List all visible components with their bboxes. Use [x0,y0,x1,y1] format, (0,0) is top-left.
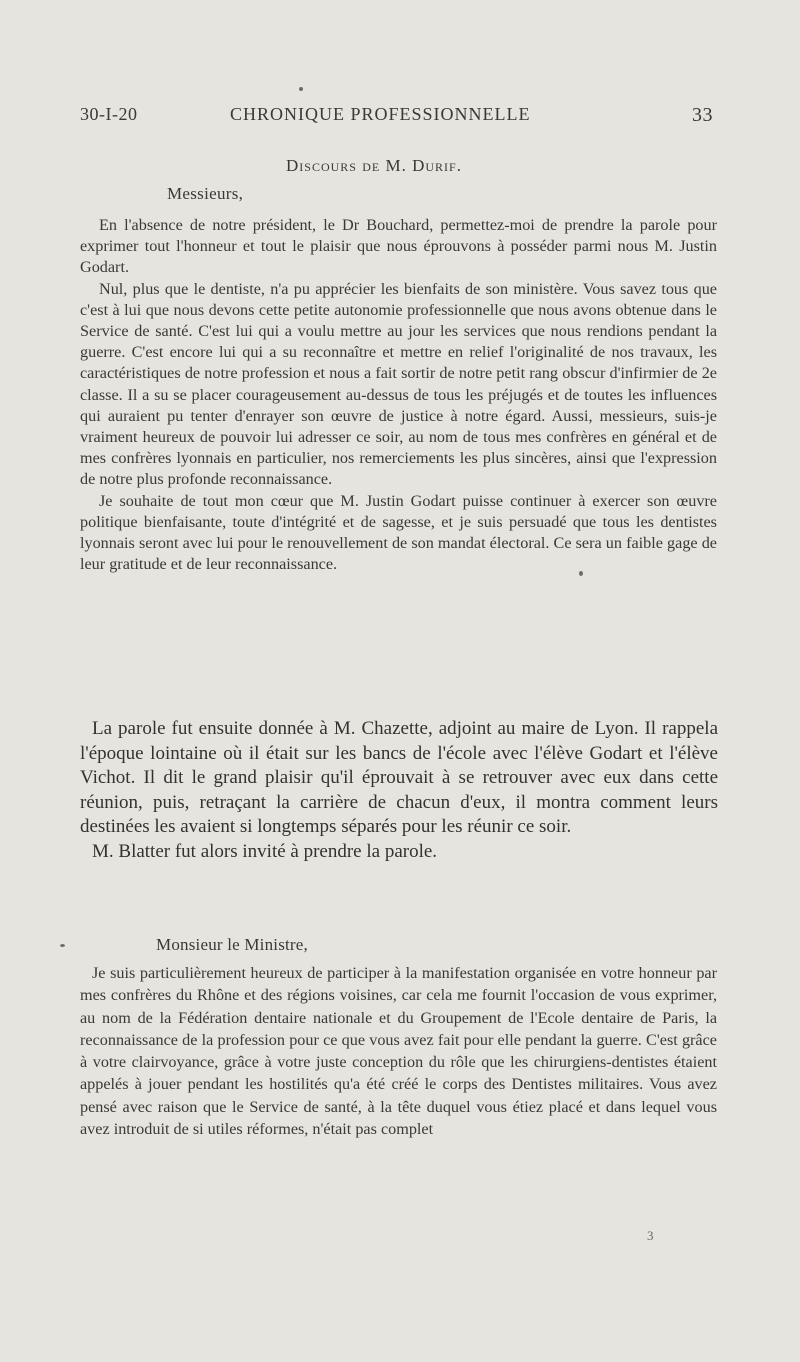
paragraph: La parole fut ensuite donnée à M. Chazette, adjoint au maire de Lyon. Il rappela l'époque lointaine où il était sur les bancs de l'école avec l'élève Godart et l'élève Vichot. Il dit le grand plaisir qu'il éprouvait à se retrouver avec eux dans cette réunion, puis, retraçant la carrière de chacun d'eux, il montra comment leurs destinées les avaient si longtemps séparés pour les réunir ce soir. [80,718,718,837]
speech-durif-body [80,215,717,575]
paragraph: M. Blatter fut alors invité à prendre la parole. [92,840,438,862]
paragraph: Nul, plus que le dentiste, n'a pu apprécier les bienfaits de son ministère. Vous savez tous que c'est à lui que nous devons cette petite autonomie professionnelle que nous avons obtenue dans le Service de santé. C'est lui qui a voulu mettre au jour les services que nous rendions pendant la guerre. C'est encore lui qui a su reconnaître et mettre en relief l'originalité de nos travaux, les caractéristiques de notre profession et nous a fait sortir de notre petit rang obscur d'infirmier de 2e classe. Il a su se placer courageusement au-dessus de tous les préjugés et de toutes les influences qui auraient pu tenter d'enrayer son œuvre de justice à notre égard. Aussi, messieurs, suis-je vraiment heureux de pouvoir lui adresser ce soir, au nom de tous mes confrères en général et de mes confrères lyonnais en particulier, nos remerciements les plus sincères, ainsi que l'expression de notre plus profonde reconnaissance. [80,279,717,489]
paragraph: Je suis particulièrement heureux de participer à la manifestation organisée en votre honneur par mes confrères du Rhône et des régions voisines, car cela me fournit l'occasion de vous exprimer, au nom de la Fédération dentaire nationale et du Groupement de l'Ecole dentaire de Paris, la reconnaissance de la profession pour ce que vous avez fait pour elle pendant la guerre. C'est grâce à votre clairvoyance, grâce à votre juste conception du rôle que les chirurgiens-dentistes étaient appelés à jouer pendant les hostilités qu'a été créé le corps des Dentistes militaires. Vous avez pensé avec raison que le Service de santé, à la tête duquel vous étiez placé et dans lequel vous avez introduit de si utiles réformes, n'était pas complet [80,964,717,1139]
speech-blatter-body [80,962,717,1140]
print-speck [579,571,583,576]
print-speck [60,944,65,947]
paragraph: En l'absence de notre président, le Dr Bouchard, permettez-moi de prendre la parole pour exprimer tout l'honneur et tout le plaisir que nous éprouvons à posséder parmi nous M. Justin Godart. [80,216,717,277]
narration-body [80,717,718,864]
speech-title: Discours de M. Durif. [286,156,462,175]
issue-date: 30-I-20 [80,104,138,124]
salutation-messieurs: Messieurs, [167,184,244,203]
page-number: 33 [692,104,713,126]
paragraph: Je souhaite de tout mon cœur que M. Justin Godart puisse continuer à exercer son œuvre politique bienfaisante, toute d'intégrité et de sagesse, et je suis persuadé que tous les dentistes lyonnais seront avec lui pour le renouvellement de son mandat électoral. Ce sera un faible gage de leur gratitude et de leur reconnaissance. [80,491,717,574]
running-title: CHRONIQUE PROFESSIONNELLE [230,104,531,124]
running-header [80,100,713,130]
print-speck [299,87,303,91]
signature-mark: 3 [647,1228,654,1243]
salutation-ministre: Monsieur le Ministre, [156,935,308,954]
